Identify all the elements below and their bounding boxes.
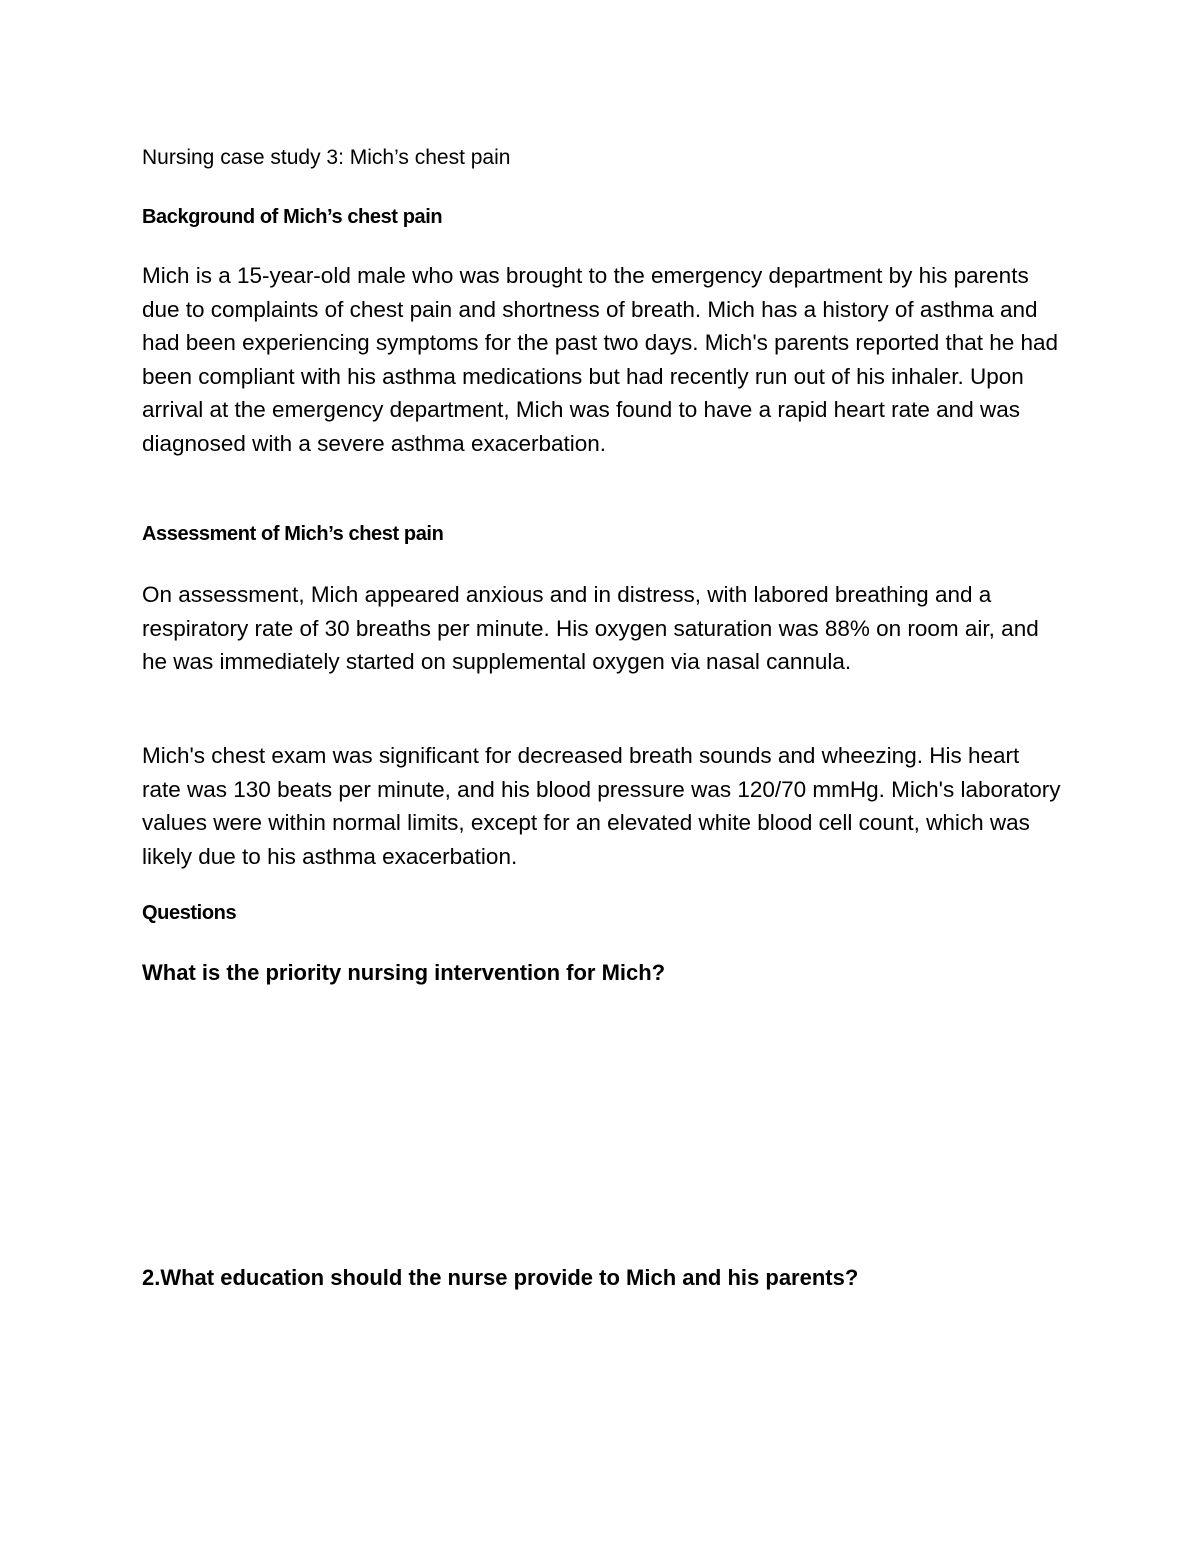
assessment-paragraph-2: Mich's chest exam was significant for decreased breath sounds and wheezing. His heart rate was 130 beats per minute, and his blood pressure was 120/70 mmHg. Mich's laboratory values were within normal limits, except for an elevated white blood cell count, which was likely due to his asthma exacerbation.: [142, 743, 1061, 869]
background-heading: Background of Mich’s chest pain: [142, 206, 443, 228]
question-1: What is the priority nursing intervention for Mich?: [142, 960, 666, 985]
assessment-heading: Assessment of Mich’s chest pain: [142, 523, 444, 545]
background-paragraph: Mich is a 15-year-old male who was brought to the emergency department by his parents due to complaints of chest pain and shortness of breath. Mich has a history of asthma and had been experiencing symptoms for the past two days. Mich's parents reported that he had been compliant with his asthma medications but had recently run out of his inhaler. Upon arrival at the emergency department, Mich was found to have a rapid heart rate and was diagnosed with a severe asthma exacerbation.: [142, 263, 1059, 456]
questions-heading: Questions: [142, 902, 237, 924]
question-2: 2.What education should the nurse provide to Mich and his parents?: [142, 1265, 859, 1290]
assessment-paragraph-1: On assessment, Mich appeared anxious and in distress, with labored breathing and a respiratory rate of 30 breaths per minute. His oxygen saturation was 88% on room air, and he was immediately started on supplemental oxygen via nasal cannula.: [142, 582, 1039, 675]
document-title: Nursing case study 3: Mich’s chest pain: [142, 146, 511, 169]
